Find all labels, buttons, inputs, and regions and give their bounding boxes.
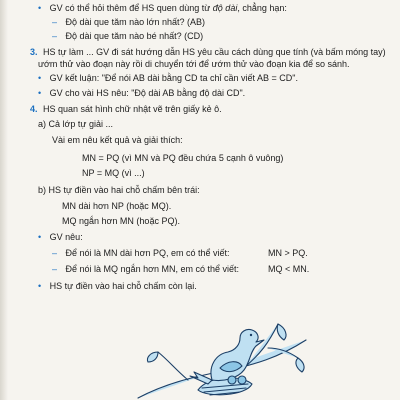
bird-on-nest-icon — [128, 318, 308, 400]
item-number: 3. — [30, 47, 38, 57]
text-line — [38, 3, 287, 14]
text-line — [52, 31, 203, 42]
line-text: NP = MQ (vì ...) — [82, 168, 145, 178]
line-text: HS tự làm ... GV đi sát hướng dẫn HS yêu cầu cách dùng que tính (và bấm móng tay) — [43, 47, 386, 57]
dash-icon: – — [52, 264, 58, 274]
text-line — [268, 248, 308, 259]
line-text: , chẳng hạn: — [237, 3, 287, 13]
line-text: MN = PQ (vì MN và PQ đều chứa 5 cạnh ô vuông) — [82, 153, 284, 163]
text-line — [38, 232, 83, 243]
text-line — [52, 248, 230, 259]
line-text: b) HS tự điền vào hai chỗ chấm bên trái: — [38, 185, 200, 195]
line-text: HS tự điền vào hai chỗ chấm còn lại. — [49, 281, 197, 291]
text-line — [52, 135, 183, 146]
line-text: Để nói là MQ ngắn hơn MN, em có thể viết: — [65, 264, 240, 274]
line-text: GV kết luận: "Để nói AB dài bằng CD ta chỉ cần viết AB = CD". — [49, 73, 298, 83]
line-text: Độ dài que tăm nào lớn nhất? (AB) — [65, 17, 206, 27]
line-text: MN dài hơn NP (hoặc MQ). — [62, 201, 172, 211]
chick-head — [238, 376, 246, 384]
leaf-shape — [296, 358, 304, 372]
line-text: HS quan sát hình chữ nhật vẽ trên giấy kẻ ô. — [43, 104, 222, 114]
dash-icon: – — [52, 248, 58, 258]
text-line — [82, 168, 145, 179]
line-text: GV có thể hỏi thêm để HS quen dùng từ — [49, 3, 213, 13]
line-text-italic: độ dài — [212, 3, 238, 13]
line-text: a) Cả lớp tự giải ... — [38, 119, 113, 129]
text-line — [38, 281, 197, 292]
line-text: MQ < MN. — [268, 264, 310, 274]
leaf-shape — [147, 352, 158, 362]
text-line — [38, 73, 298, 84]
bullet-icon: • — [38, 281, 42, 291]
line-text: MN > PQ. — [268, 248, 308, 258]
bullet-icon: • — [38, 73, 42, 83]
dash-icon: – — [52, 17, 58, 27]
text-line — [82, 153, 283, 164]
text-line — [62, 216, 180, 227]
branch-shape — [158, 352, 188, 380]
line-text: Vài em nêu kết quả và giải thích: — [52, 135, 183, 145]
text-line — [268, 264, 309, 275]
text-line — [52, 264, 239, 275]
line-text: GV cho vài HS nêu: "Độ dài AB bằng độ dài CD". — [49, 88, 246, 98]
line-text: Để nói là MN dài hơn PQ, em có thể viết: — [65, 248, 230, 258]
page-edge-shadow — [0, 0, 8, 400]
line-text: Độ dài que tăm nào bé nhất? (CD) — [65, 31, 204, 41]
text-line — [52, 17, 205, 28]
line-text: GV nêu: — [49, 232, 83, 242]
bullet-icon: • — [38, 232, 42, 242]
text-line — [62, 201, 171, 212]
item-number: 4. — [30, 104, 38, 114]
line-text: MQ ngắn hơn MN (hoặc PQ). — [62, 216, 180, 226]
chick-head — [228, 376, 236, 384]
text-line — [38, 59, 349, 70]
text-line — [38, 185, 200, 196]
text-line — [30, 104, 222, 115]
bullet-icon: • — [38, 88, 42, 98]
bird-eye — [250, 334, 252, 336]
bullet-icon: • — [38, 3, 42, 13]
dash-icon: – — [52, 31, 58, 41]
text-line — [30, 47, 386, 58]
leaf-shape — [277, 324, 286, 340]
text-line — [38, 88, 245, 99]
text-line — [38, 119, 113, 130]
line-text: ướm thử vào đoạn này rồi di chuyển tới để ướm thử vào đoạn kia để so sánh. — [38, 59, 350, 69]
